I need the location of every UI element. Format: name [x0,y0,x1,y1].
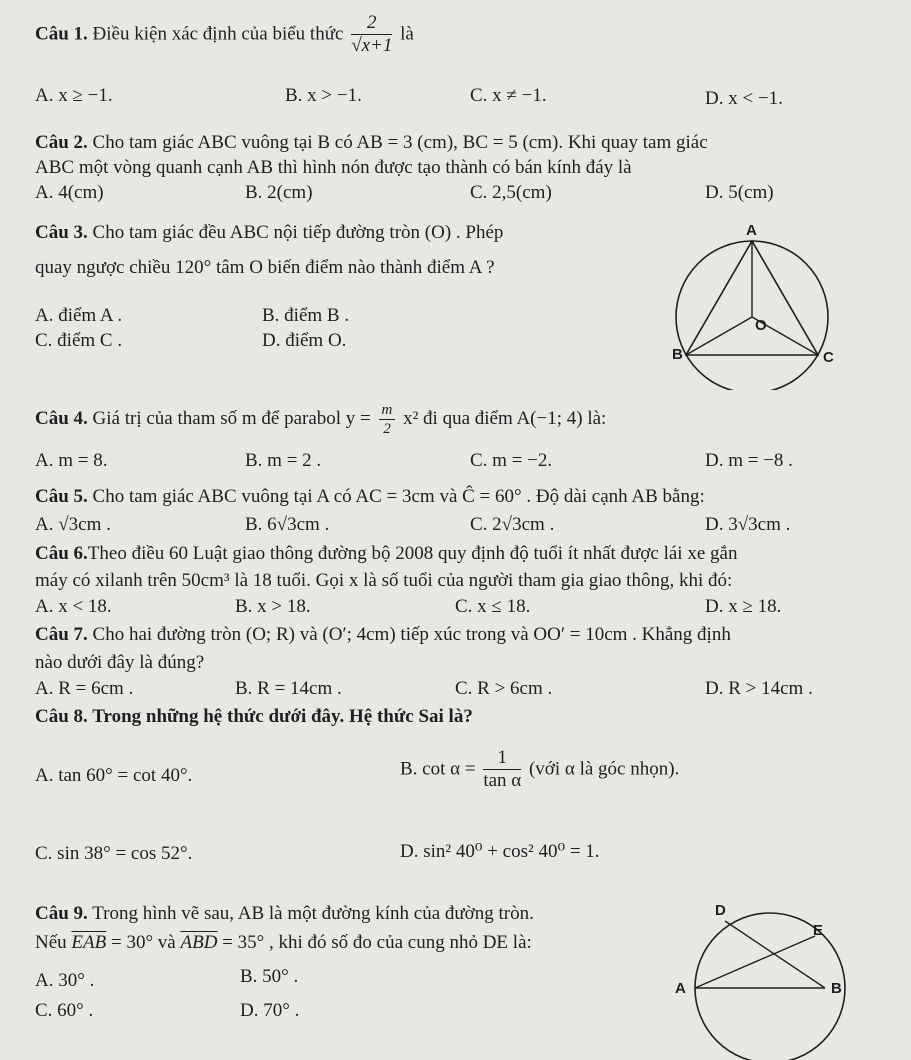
q3-option-a[interactable]: A. điểm A . [35,305,123,326]
q9-point-b: B [831,980,842,997]
q9-line2-mid2: = 35° , khi đó số đo của cung nhỏ DE là: [222,932,532,953]
q4-label: Câu 4. [35,408,88,430]
q4-option-a[interactable]: A. m = 8. [35,450,108,471]
q8-stem [35,706,473,728]
q7-option-c[interactable]: C. R > 6cm . [455,678,553,699]
q4-option-b[interactable]: B. m = 2 . [245,450,322,471]
q8-line1-text: Trong những hệ thức dưới đây. Hệ thức Sai là? [92,706,473,727]
q6-option-a[interactable]: A. x < 18. [35,596,112,617]
q8-option-b-den: tan α [483,769,522,791]
q1-frac-den: √x+1 [351,34,393,56]
q7-line1-text: Cho hai đường tròn (O; R) và (O′; 4cm) tiếp xúc trong và OO′ = 10cm . Khẳng định [92,624,731,645]
q6-stem-line2: máy có xilanh trên 50cm³ là 18 tuổi. Gọi x là số tuổi của người tham gia giao thông, khi đó: [35,570,733,591]
q2-option-b[interactable]: B. 2(cm) [245,182,313,203]
q2-option-a[interactable]: A. 4(cm) [35,182,104,203]
q8-option-d[interactable]: D. sin² 40⁰ + cos² 40⁰ = 1. [400,841,600,862]
q7-option-b[interactable]: B. R = 14cm . [235,678,342,699]
q9-point-e: E [813,922,824,939]
q3-label: Câu 3. [35,222,88,243]
q5-option-d[interactable]: D. 3√3cm . [705,514,791,535]
q7-stem-line1 [35,624,731,646]
q1-label: Câu 1. [35,23,88,45]
q3-option-b[interactable]: B. điểm B . [262,305,350,326]
q9-option-d[interactable]: D. 70° . [240,1000,300,1021]
q9-point-d: D [715,902,726,919]
q4-option-c[interactable]: C. m = −2. [470,450,553,471]
q3-line1-text: Cho tam giác đều ABC nội tiếp đường tròn (O) . Phép [92,222,504,243]
q1-option-b[interactable]: B. x > −1. [285,85,362,106]
q3-segment-ob [686,317,752,355]
q7-label: Câu 7. [35,624,88,645]
q8-option-a[interactable]: A. tan 60° = cot 40°. [35,765,193,786]
q1-option-d[interactable]: D. x < −1. [705,88,783,109]
q8-option-b[interactable] [400,748,679,793]
q6-option-b[interactable]: B. x > 18. [235,596,311,617]
q1-option-a[interactable]: A. x ≥ −1. [35,85,113,106]
q7-option-d[interactable]: D. R > 14cm . [705,678,813,699]
q3-point-a: A [746,222,757,239]
q9-stem-line1 [35,903,534,925]
q1-fraction [351,13,392,58]
q4-stem-text: Giá trị của tham số m để parabol y = [92,408,371,430]
q8-option-b-fraction [483,748,521,793]
q9-line2-mid1: = 30° và [110,932,176,953]
q4-frac-num: m [379,402,396,420]
q1-stem-text: Điều kiện xác định của biểu thức [92,23,344,45]
q5-option-c[interactable]: C. 2√3cm . [470,514,555,535]
q5-option-a[interactable]: A. √3cm . [35,514,111,535]
q1-frac-num: 2 [351,13,392,35]
q9-line2-before: Nếu [35,932,67,953]
q7-option-a[interactable]: A. R = 6cm . [35,678,134,699]
q4-stem [35,402,606,438]
q9-point-a: A [675,980,686,997]
q8-option-c[interactable]: C. sin 38° = cos 52°. [35,843,193,864]
q7-stem-line2: nào dưới đây là đúng? [35,652,205,673]
q9-option-a[interactable]: A. 30° . [35,970,95,991]
q4-option-d[interactable]: D. m = −8 . [705,450,793,471]
q9-chord-ae [695,936,815,988]
q2-stem-line1 [35,132,708,154]
q3-stem-line1 [35,222,503,244]
q6-label: Câu 6. [35,543,88,564]
q1-option-c[interactable]: C. x ≠ −1. [470,85,547,106]
q2-label: Câu 2. [35,132,88,153]
q4-fraction [379,402,396,438]
q8-label: Câu 8. [35,706,88,727]
q2-stem-line2: ABC một vòng quanh cạnh AB thì hình nón được tạo thành có bán kính đáy là [35,157,632,178]
q2-option-c[interactable]: C. 2,5(cm) [470,182,552,203]
q3-stem-line2: quay ngược chiều 120° tâm O biến điểm nào thành điểm A ? [35,257,495,278]
q8-option-b-after: (với α là góc nhọn). [528,758,680,780]
q9-angle-abd: $\overline{ABD}$ [180,932,218,953]
q9-stem-line2 [35,932,532,954]
q2-line1-text: Cho tam giác ABC vuông tại B có AB = 3 (cm), BC = 5 (cm). Khi quay tam giác [92,132,708,153]
q4-frac-den: 2 [383,420,391,437]
q9-option-b[interactable]: B. 50° . [240,966,299,987]
q3-point-c: C [823,349,834,366]
q6-line1-text: Theo điều 60 Luật giao thông đường bộ 2008 quy định độ tuổi ít nhất được lái xe gắn [87,543,738,564]
q1-stem [35,13,414,58]
q3-option-d[interactable]: D. điểm O. [262,330,347,351]
q6-option-d[interactable]: D. x ≥ 18. [705,596,782,617]
q9-angle-eab: $\overline{EAB}$ [71,932,107,953]
q6-option-c[interactable]: C. x ≤ 18. [455,596,531,617]
q6-stem-line1 [35,543,737,565]
q9-label: Câu 9. [35,903,88,924]
q5-stem [35,486,705,508]
q9-line1-text: Trong hình vẽ sau, AB là một đường kính của đường tròn. [92,903,534,924]
q9-option-c[interactable]: C. 60° . [35,1000,94,1021]
q3-option-c[interactable]: C. điểm C . [35,330,123,351]
q8-option-b-num: 1 [483,748,521,770]
q1-stem-after: là [400,23,414,45]
q3-point-o: O [755,317,767,334]
q9-chord-db [725,921,825,988]
q4-stem-after: x² đi qua điểm A(−1; 4) là: [403,408,607,430]
q5-option-b[interactable]: B. 6√3cm . [245,514,330,535]
q5-label: Câu 5. [35,486,88,507]
q9-figure [665,895,865,1060]
q2-option-d[interactable]: D. 5(cm) [705,182,774,203]
q3-figure [665,220,840,390]
q5-line1-text: Cho tam giác ABC vuông tại A có AC = 3cm và Ĉ = 60° . Độ dài cạnh AB bằng: [92,486,705,507]
q8-option-b-before: B. cot α = [400,758,476,780]
q3-point-b: B [672,346,683,363]
